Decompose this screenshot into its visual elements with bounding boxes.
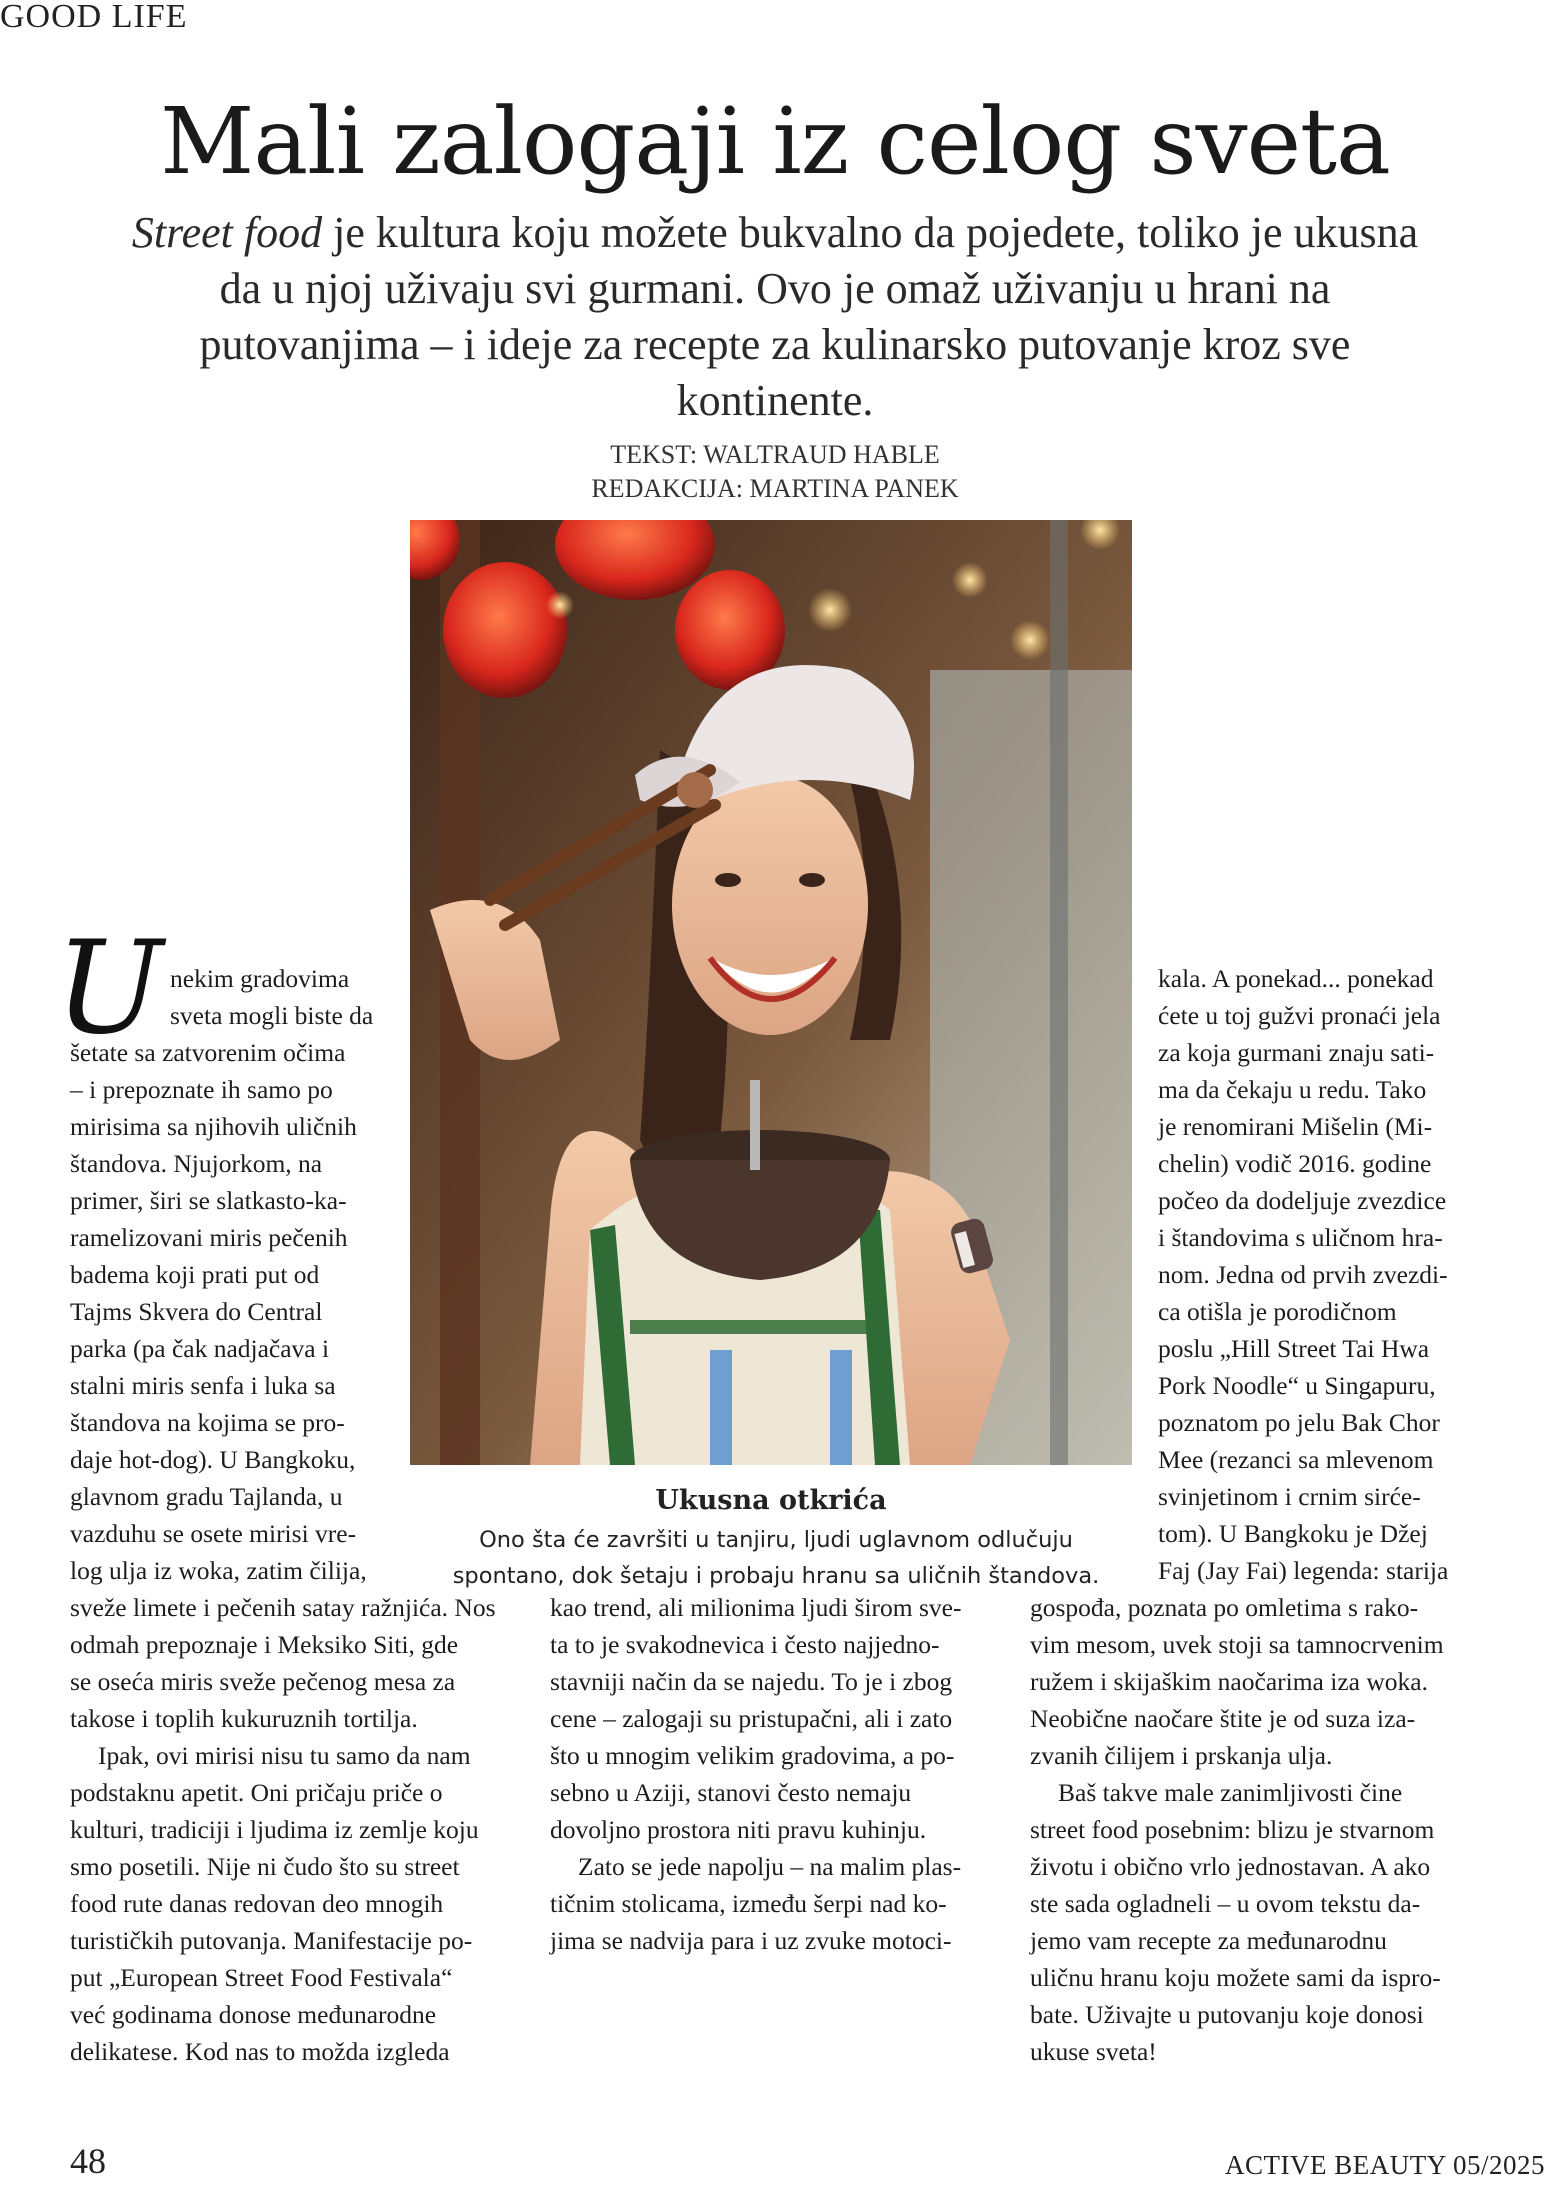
text-line: dovoljno prostora niti pravu kuhinju. xyxy=(550,1815,927,1844)
right-column-bottom xyxy=(1030,1589,1480,2070)
text-line: zvanih čilijem i prskanja ulja. xyxy=(1030,1741,1333,1770)
text-line: štandova na kojima se pro- xyxy=(70,1408,345,1437)
credit-author: TEKST: WALTRAUD HABLE xyxy=(610,440,940,469)
photo-caption-text: Ono šta će završiti u tanjiru, ljudi uglavnom odlučuju spontano, dok šetaju i probaju hranu sa uličnih štandova. xyxy=(452,1527,1100,1589)
text-line: vazduhu se osete mirisi vre- xyxy=(70,1519,357,1548)
text-line: smo posetili. Nije ni čudo što su street xyxy=(70,1852,460,1881)
text-line: jemo vam recepte za međunarodnu xyxy=(1030,1926,1387,1955)
text-line: odmah prepoznaje i Meksiko Siti, gde xyxy=(70,1630,459,1659)
text-line: ca otišla je porodičnom xyxy=(1158,1297,1397,1326)
lead-italic: Street food xyxy=(131,208,323,257)
middle-column xyxy=(550,1589,1005,1959)
text-line: Mee (rezanci sa mlevenom xyxy=(1158,1445,1434,1474)
article-lead xyxy=(110,205,1440,429)
text-line: sebno u Aziji, stanovi često nemaju xyxy=(550,1778,912,1807)
text-line: stalni miris senfa i luka sa xyxy=(70,1371,336,1400)
text-line: ružem i skijaškim naočarima iza woka. xyxy=(1030,1667,1428,1696)
left-column-bottom xyxy=(70,1589,520,2070)
text-line: Pork Noodle“ u Singapuru, xyxy=(1158,1371,1436,1400)
text-line: ste sada ogladneli – u ovom tekstu da- xyxy=(1030,1889,1421,1918)
text-line: street food posebnim: blizu je stvarnom xyxy=(1030,1815,1435,1844)
section-label: GOOD LIFE xyxy=(0,0,188,35)
page-number: 48 xyxy=(70,2141,106,2181)
text-line: delikatese. Kod nas to možda izgleda xyxy=(70,2037,450,2066)
text-line: cene – zalogaji su pristupačni, ali i zato xyxy=(550,1704,953,1733)
text-line: Baš takve male zanimljivosti čine xyxy=(1058,1778,1403,1807)
right-column-top xyxy=(1158,960,1478,1589)
text-line: put „European Street Food Festivala“ xyxy=(70,1963,453,1992)
text-line: počeo da dodeljuje zvezdice xyxy=(1158,1186,1447,1215)
text-line: poslu „Hill Street Tai Hwa xyxy=(1158,1334,1430,1363)
text-line: kulturi, tradiciji i ljudima iz zemlje koju xyxy=(70,1815,479,1844)
text-line: sveže limete i pečenih satay ražnjića. Nos xyxy=(70,1593,496,1622)
text-line: glavnom gradu Tajlanda, u xyxy=(70,1482,343,1511)
text-line: Ipak, ovi mirisi nisu tu samo da nam xyxy=(98,1741,471,1770)
text-line: parka (pa čak nadjačava i xyxy=(70,1334,330,1363)
text-line: chelin) vodič 2016. godine xyxy=(1158,1149,1432,1178)
text-line: ćete u toj gužvi pronaći jela xyxy=(1158,1001,1441,1030)
text-line: poznatom po jelu Bak Chor xyxy=(1158,1408,1440,1437)
text-line: vim mesom, uvek stoji sa tamnocrvenim xyxy=(1030,1630,1444,1659)
text-line: štandova. Njujorkom, na xyxy=(70,1149,323,1178)
text-line: jima se nadvija para i uz zvuke motoci- xyxy=(550,1926,952,1955)
text-line: Neobične naočare štite je od suza iza- xyxy=(1030,1704,1416,1733)
text-line: ramelizovani miris pečenih xyxy=(70,1223,348,1252)
text-line: gospođa, poznata po omletima s rako- xyxy=(1030,1593,1419,1622)
text-line: badema koji prati put od xyxy=(70,1260,320,1289)
text-line: životu i obično vrlo jednostavan. A ako xyxy=(1030,1852,1431,1881)
text-line: Faj (Jay Fai) legenda: starija xyxy=(1158,1556,1449,1585)
text-line: nekim gradovima xyxy=(170,964,350,993)
text-line: svinjetinom i crnim sirće- xyxy=(1158,1482,1421,1511)
text-line: takose i toplih kukuruznih tortilja. xyxy=(70,1704,418,1733)
text-line: ma da čekaju u redu. Tako xyxy=(1158,1075,1427,1104)
text-line: sveta mogli biste da xyxy=(170,1001,374,1030)
left-column-top xyxy=(70,960,388,1589)
text-line: šetate sa zatvorenim očima xyxy=(70,1038,346,1067)
text-line: se oseća miris sveže pečenog mesa za xyxy=(70,1667,456,1696)
text-line: tičnim stolicama, između šerpi nad ko- xyxy=(550,1889,947,1918)
street-food-photo-illustration xyxy=(410,520,1132,1465)
text-line: – i prepoznate ih samo po xyxy=(70,1075,333,1104)
text-line: food rute danas redovan deo mnogih xyxy=(70,1889,444,1918)
text-line: daje hot-dog). U Bangkoku, xyxy=(70,1445,356,1474)
magazine-issue: ACTIVE BEAUTY 05/2025 xyxy=(1225,2150,1545,2180)
text-line: primer, širi se slatkasto-ka- xyxy=(70,1186,347,1215)
text-line: mirisima sa njihovih uličnih xyxy=(70,1112,357,1141)
text-line: što u mnogim velikim gradovima, a po- xyxy=(550,1741,955,1770)
text-line: log ulja iz woka, zatim čilija, xyxy=(70,1556,367,1585)
text-line: za koja gurmani znaju sati- xyxy=(1158,1038,1435,1067)
text-line: nom. Jedna od prvih zvezdi- xyxy=(1158,1260,1448,1289)
drop-cap: U xyxy=(55,914,163,1063)
text-line: ta to je svakodnevica i često najjedno- xyxy=(550,1630,940,1659)
article-title: Mali zalogaji iz celog sveta xyxy=(160,88,1390,195)
text-line: kao trend, ali milionima ljudi širom sve- xyxy=(550,1593,962,1622)
text-line: kala. A ponekad... ponekad xyxy=(1158,964,1434,993)
photo-caption-title: Ukusna otkrića xyxy=(655,1485,887,1516)
text-line: je renomirani Mišelin (Mi- xyxy=(1158,1112,1433,1141)
text-line: tom). U Bangkoku je Džej xyxy=(1158,1519,1428,1548)
text-line: podstaknu apetit. Oni pričaju priče o xyxy=(70,1778,443,1807)
text-line: i štandovima s uličnom hra- xyxy=(1158,1223,1443,1252)
text-line: bate. Uživajte u putovanju koje donosi xyxy=(1030,2000,1424,2029)
text-line: turističkih putovanja. Manifestacije po- xyxy=(70,1926,473,1955)
text-line: Zato se jede napolju – na malim plas- xyxy=(578,1852,962,1881)
credit-editor: REDAKCIJA: MARTINA PANEK xyxy=(591,474,959,503)
text-line: već godinama donose međunarodne xyxy=(70,2000,437,2029)
lead-text: je kultura koju možete bukvalno da pojedete, toliko je ukusna da u njoj uživaju svi gurmani. Ovo je omaž uživanju u hrani na putovanjima – i ideje za recepte za kulinarsko putovanje kroz sve kontinente. xyxy=(199,208,1419,425)
text-line: Tajms Skvera do Central xyxy=(70,1297,323,1326)
text-line: ukuse sveta! xyxy=(1030,2037,1157,2066)
text-line: stavniji način da se najedu. To je i zbog xyxy=(550,1667,953,1696)
credits xyxy=(0,438,1550,506)
text-line: uličnu hranu koju možete sami da ispro- xyxy=(1030,1963,1441,1992)
article-photo xyxy=(410,520,1132,1465)
